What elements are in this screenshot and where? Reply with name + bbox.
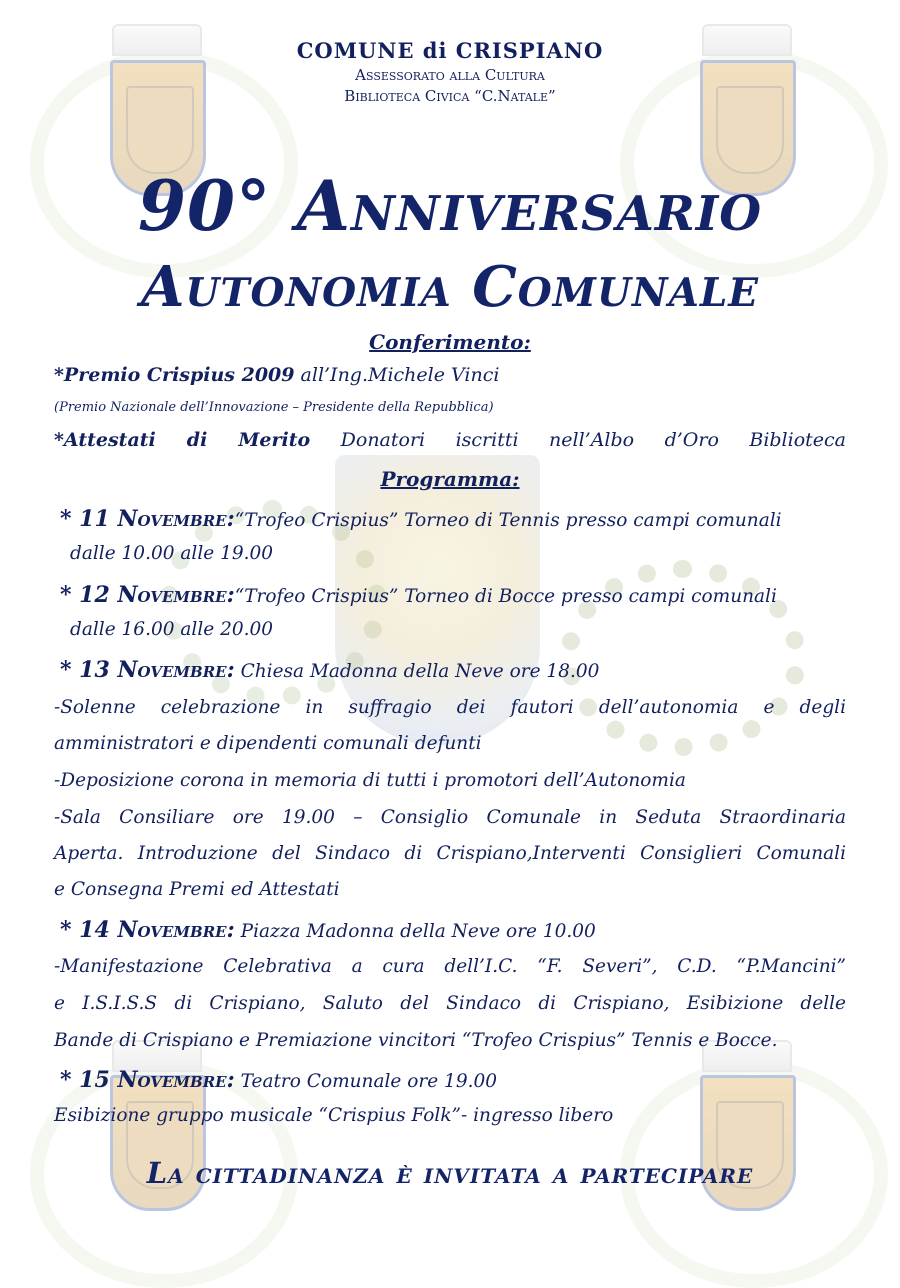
event-13-detail-3: -Deposizione corona in memoria di tutti i promotori dell’Autonomia [54, 770, 686, 791]
header-assessorato: Assessorato alla Cultura [355, 66, 545, 84]
event-14-text: Piazza Madonna della Neve ore 10.00 [234, 921, 596, 942]
event-13-detail-4: -Sala Consiliare ore 19.00 – Consiglio Comunale in Seduta Straordinaria [54, 807, 846, 828]
event-15-date: * 15 Novembre: [60, 1067, 235, 1093]
premio-line [54, 364, 499, 386]
event-11-text: “Trofeo Crispius” Torneo di Tennis presso campi comunali [234, 510, 782, 531]
programma-heading: Programma: [380, 467, 520, 491]
event-12-date: * 12 Novembre: [60, 582, 235, 608]
title-anniversario: 90° Anniversario [137, 166, 763, 247]
event-11-line [60, 506, 782, 532]
event-15-line [60, 1067, 497, 1093]
attestati-line [54, 429, 846, 451]
event-11-date: * 11 Novembre: [60, 506, 235, 532]
event-14-date: * 14 Novembre: [60, 917, 235, 943]
event-13-date: * 13 Novembre: [60, 657, 235, 683]
event-14-line [60, 917, 596, 943]
event-15-text: Teatro Comunale ore 19.00 [234, 1071, 498, 1092]
event-13-detail-2: amministratori e dipendenti comunali defunti [54, 733, 482, 754]
event-13-detail-6: e Consegna Premi ed Attestati [54, 879, 340, 900]
premio-label: *Premio Crispius 2009 [54, 364, 295, 386]
attestati-label: *Attestati di Merito [54, 429, 311, 451]
conferimento-heading: Conferimento: [369, 330, 531, 354]
header-biblioteca: Biblioteca Civica “C.Natale” [344, 87, 556, 105]
footer-invitation: La cittadinanza è invitata a partecipare [146, 1156, 754, 1190]
attestati-text: Donatori iscritti nell’Albo d’Oro Biblioteca [310, 429, 846, 451]
title-autonomia: Autonomia Comunale [140, 254, 760, 320]
event-13-text: Chiesa Madonna della Neve ore 18.00 [234, 661, 600, 682]
crest-watermark-bottom-left [40, 1030, 270, 1270]
event-14-detail-3: Bande di Crispiano e Premiazione vincitori “Trofeo Crispius” Tennis e Bocce. [54, 1030, 778, 1051]
premio-recipient: all’Ing.Michele Vinci [294, 364, 500, 386]
header-comune: COMUNE di CRISPIANO [296, 38, 604, 63]
event-15-detail-1: Esibizione gruppo musicale “Crispius Folk”- ingresso libero [54, 1105, 614, 1126]
event-14-detail-1: -Manifestazione Celebrativa a cura dell’I.C. “F. Severi”, C.D. “P.Mancini” [54, 956, 846, 977]
event-12-text: “Trofeo Crispius” Torneo di Bocce presso campi comunali [234, 586, 777, 607]
event-11-hours: dalle 10.00 alle 19.00 [70, 543, 274, 564]
crest-watermark-bottom-right [630, 1030, 860, 1270]
event-14-detail-2: e I.S.I.S.S di Crispiano, Saluto del Sindaco di Crispiano, Esibizione delle [54, 993, 846, 1014]
event-13-detail-5: Aperta. Introduzione del Sindaco di Crispiano,Interventi Consiglieri Comunali [54, 843, 846, 864]
event-13-detail-1: -Solenne celebrazione in suffragio dei fautori dell’autonomia e degli [54, 697, 846, 718]
event-12-hours: dalle 16.00 alle 20.00 [70, 619, 274, 640]
event-13-line [60, 657, 599, 683]
event-12-line [60, 582, 777, 608]
premio-note: (Premio Nazionale dell’Innovazione – Presidente della Repubblica) [54, 400, 494, 415]
